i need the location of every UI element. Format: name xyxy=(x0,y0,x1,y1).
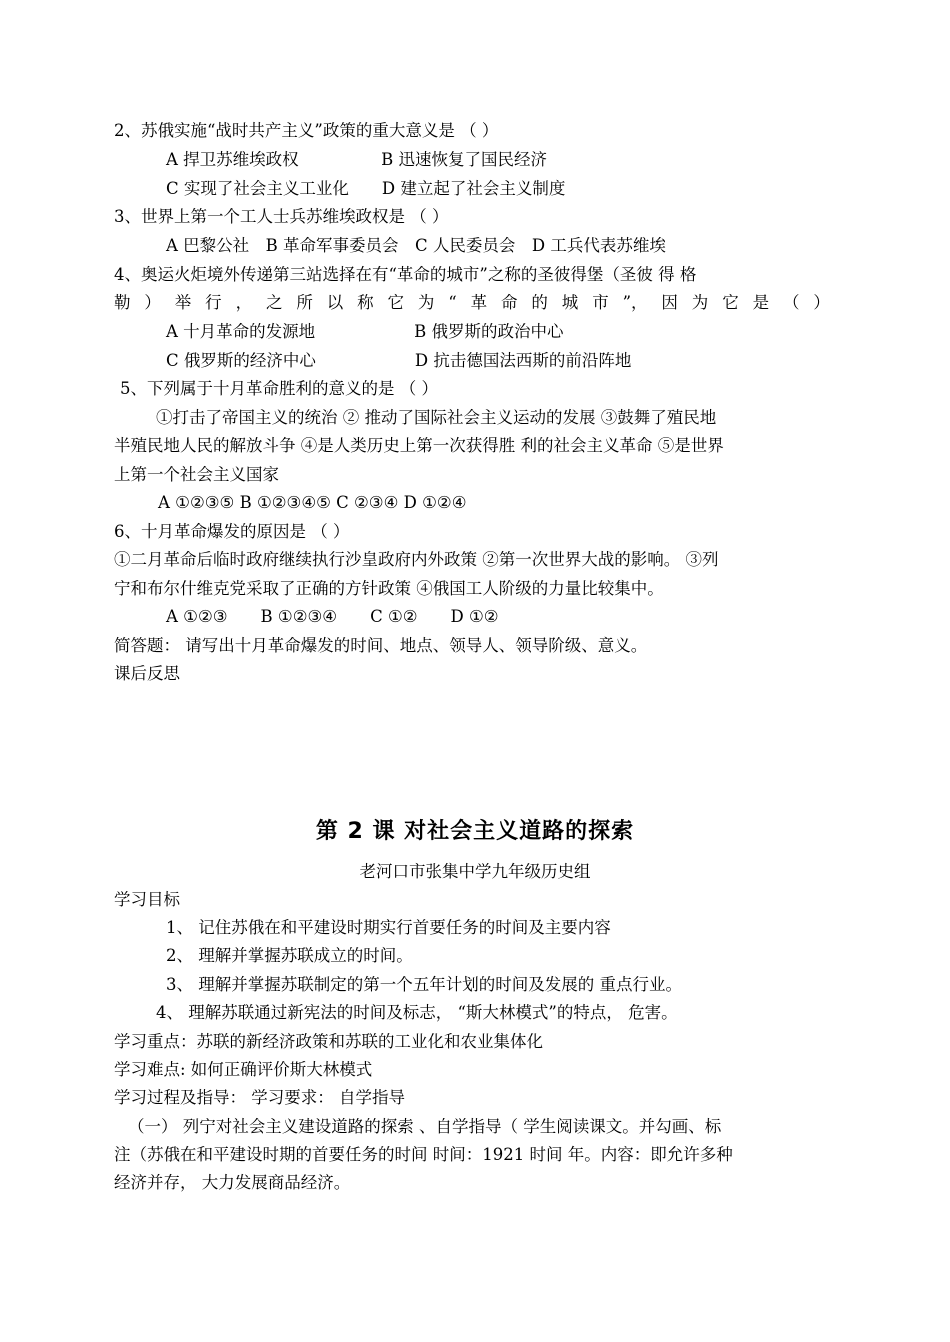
difficulties: 学习难点: 如何正确评价斯大林模式 xyxy=(114,1060,373,1079)
q5-body-line1: ①打击了帝国主义的统治 ② 推动了国际社会主义运动的发展 ③鼓舞了殖民地 xyxy=(156,408,717,427)
q2-stem: 2、苏俄实施“战时共产主义”政策的重大意义是 （ ） xyxy=(114,121,499,140)
section1-line2: 注（苏俄在和平建设时期的首要任务的时间 时间：1921 时间 年。内容：即允许多种 xyxy=(114,1145,733,1164)
goals-heading: 学习目标 xyxy=(114,890,180,909)
q2-options-row1: A 捍卫苏维埃政权 B 迅速恢复了国民经济 xyxy=(166,150,548,169)
q5-stem: 5、下列属于十月革命胜利的意义的是 （ ） xyxy=(120,379,438,398)
q4-char: “ xyxy=(448,293,457,312)
q5-body-line3: 上第一个社会主义国家 xyxy=(114,465,279,484)
q4-char: 行 xyxy=(205,293,222,312)
goal-item: 3、 理解并掌握苏联制定的第一个五年计划的时间及发展的 重点行业。 xyxy=(166,975,682,994)
q4-char: 以 xyxy=(326,293,344,312)
short-answer-question: 简答题： 请写出十月革命爆发的时间、地点、领导人、领导阶级、意义。 xyxy=(114,636,648,655)
section1-line3: 经济并存， 大力发展商品经济。 xyxy=(114,1173,351,1192)
q6-stem: 6、十月革命爆发的原因是 （ ） xyxy=(114,522,350,541)
q4-char: ） xyxy=(813,293,830,312)
q3-options: A 巴黎公社 B 革命军事委员会 C 人民委员会 D 工兵代表苏维埃 xyxy=(166,236,666,255)
q4-char: 它 xyxy=(387,293,405,312)
q4-char: 称 xyxy=(357,293,374,312)
key-points: 学习重点：苏联的新经济政策和苏联的工业化和农业集体化 xyxy=(114,1032,543,1051)
lesson-subtitle: 老河口市张集中学九年级历史组 xyxy=(359,862,591,881)
q4-stem-line2 xyxy=(114,292,830,314)
q4-char: 因 xyxy=(661,293,678,312)
q4-options-row2: C 俄罗斯的经济中心 D 抗击德国法西斯的前沿阵地 xyxy=(166,351,632,370)
q4-stem-line1: 4、奥运火炬境外传递第三站选择在有“革命的城市”之称的圣彼得堡（圣彼 得 格 xyxy=(114,265,697,284)
q4-char: 的 xyxy=(531,293,548,312)
q4-char: 举 xyxy=(174,293,192,312)
q4-char: 勒 xyxy=(114,293,131,312)
q4-char: 之 xyxy=(265,293,283,312)
q5-options: A ①②③⑤ B ①②③④⑤ C ②③④ D ①②④ xyxy=(158,493,467,512)
goal-item: 4、 理解苏联通过新宪法的时间及标志， “斯大林模式”的特点， 危害。 xyxy=(156,1003,678,1022)
q3-stem: 3、世界上第一个工人士兵苏维埃政权是 （ ） xyxy=(114,207,449,226)
learning-process: 学习过程及指导： 学习要求： 自学指导 xyxy=(114,1088,405,1107)
q4-char: ， xyxy=(235,293,253,312)
q4-char: 城 xyxy=(561,293,579,312)
q4-char: ”， xyxy=(622,293,648,312)
q4-char: 它 xyxy=(722,293,739,312)
q5-body-line2: 半殖民地人民的解放斗争 ④是人类历史上第一次获得胜 利的社会主义革命 ⑤是世界 xyxy=(114,436,724,455)
q4-char: 为 xyxy=(417,293,435,312)
section1-line1: （一） 列宁对社会主义建设道路的探索 、自学指导（ 学生阅读课文。并勾画、标 xyxy=(128,1117,722,1136)
q4-char: 革 xyxy=(470,293,488,312)
lesson-title: 第 2 课 对社会主义道路的探索 xyxy=(315,819,635,844)
q4-char: 是 xyxy=(752,293,770,312)
q4-char: （ xyxy=(782,293,800,312)
reflection-heading: 课后反思 xyxy=(114,664,180,683)
q2-options-row2: C 实现了社会主义工业化 D 建立起了社会主义制度 xyxy=(166,179,566,198)
goal-item: 1、 记住苏俄在和平建设时期实行首要任务的时间及主要内容 xyxy=(166,918,611,937)
q6-options: A ①②③ B ①②③④ C ①② D ①② xyxy=(166,607,499,626)
q4-char: ） xyxy=(144,293,161,312)
goal-item: 2、 理解并掌握苏联成立的时间。 xyxy=(166,946,413,965)
q4-char: 市 xyxy=(592,293,609,312)
q4-char: 所 xyxy=(296,293,313,312)
q4-char: 为 xyxy=(691,293,709,312)
q6-body-line2: 宁和布尔什维克党采取了正确的方针政策 ④俄国工人阶级的力量比较集中。 xyxy=(114,579,664,598)
q4-char: 命 xyxy=(501,293,518,312)
q4-options-row1: A 十月革命的发源地 B 俄罗斯的政治中心 xyxy=(166,322,564,341)
q6-body-line1: ①二月革命后临时政府继续执行沙皇政府内外政策 ②第一次世界大战的影响。 ③列 xyxy=(114,550,719,569)
